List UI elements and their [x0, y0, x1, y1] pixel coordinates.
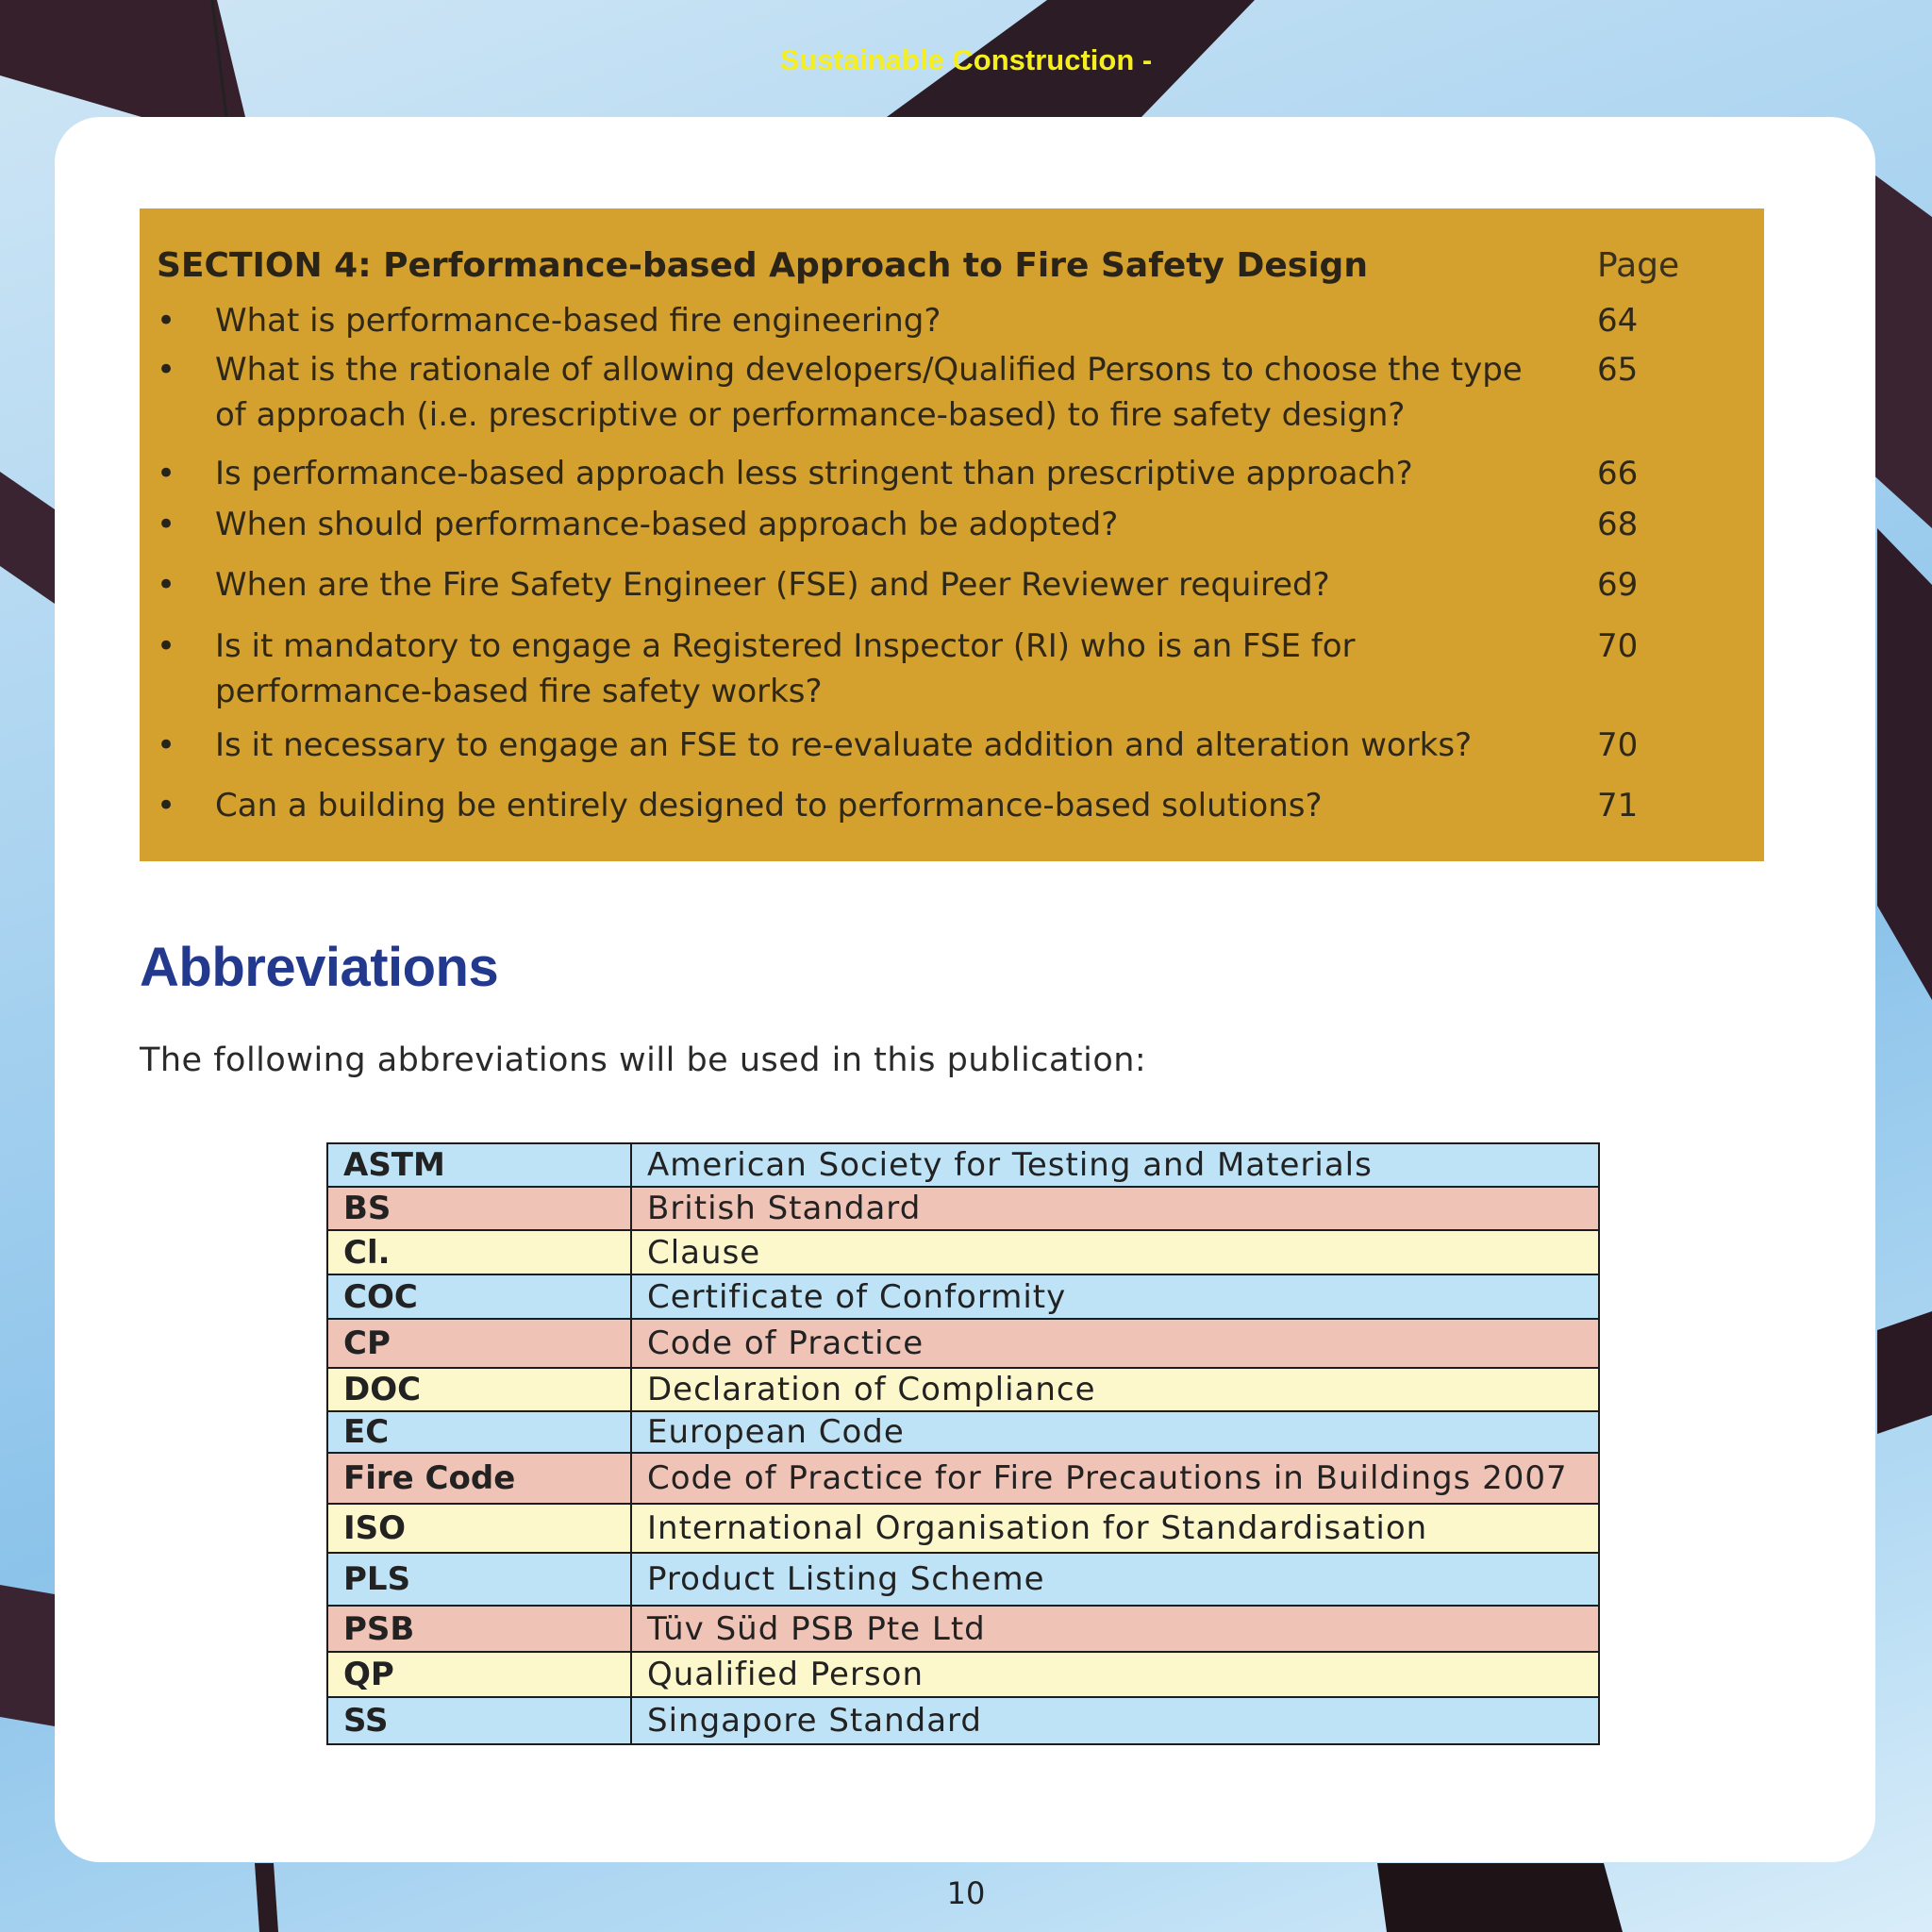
table-row	[327, 1230, 1599, 1274]
abbr-cell: COC	[327, 1274, 631, 1319]
running-header: Sustainable Construction -	[779, 43, 1153, 76]
definition-cell: American Society for Testing and Materials	[631, 1143, 1599, 1187]
definition-cell: Code of Practice for Fire Precautions in Buildings 2007	[631, 1453, 1599, 1504]
toc-item-page: 64	[1597, 302, 1639, 340]
abbreviations-intro: The following abbreviations will be used in this publication:	[140, 1041, 1147, 1079]
abbr-cell: PLS	[327, 1553, 631, 1606]
abbr-cell: BS	[327, 1187, 631, 1230]
definition-cell: Certificate of Conformity	[631, 1274, 1599, 1319]
toc-section-4	[140, 208, 1764, 861]
table-row	[327, 1274, 1599, 1319]
definition-cell: European Code	[631, 1411, 1599, 1453]
toc-item-text: Can a building be entirely designed to performance-based solutions?	[215, 787, 1323, 824]
abbr-cell: EC	[327, 1411, 631, 1453]
definition-cell: Product Listing Scheme	[631, 1553, 1599, 1606]
abbr-cell: Cl.	[327, 1230, 631, 1274]
abbr-cell: PSB	[327, 1606, 631, 1652]
bullet-icon: •	[157, 302, 176, 340]
table-row	[327, 1453, 1599, 1504]
bullet-icon: •	[157, 566, 176, 604]
abbr-cell: QP	[327, 1652, 631, 1697]
toc-item-text: Is it mandatory to engage a Registered Inspector (RI) who is an FSE for performance-based fire safety works?	[215, 627, 1356, 710]
table-row	[327, 1411, 1599, 1453]
toc-item-text: Is performance-based approach less stringent than prescriptive approach?	[215, 455, 1413, 492]
toc-item-text: When are the Fire Safety Engineer (FSE) and Peer Reviewer required?	[215, 566, 1330, 604]
definition-cell: Clause	[631, 1230, 1599, 1274]
definition-cell: Qualified Person	[631, 1652, 1599, 1697]
toc-item-page: 70	[1597, 726, 1639, 764]
definition-cell: Code of Practice	[631, 1319, 1599, 1368]
toc-item-page: 65	[1597, 351, 1639, 389]
toc-item-page: 70	[1597, 627, 1639, 665]
abbr-cell: CP	[327, 1319, 631, 1368]
abbr-cell: ASTM	[327, 1143, 631, 1187]
table-row	[327, 1606, 1599, 1652]
table-row	[327, 1368, 1599, 1411]
bullet-icon: •	[157, 506, 176, 543]
toc-item-text: Is it necessary to engage an FSE to re-evaluate addition and alteration works?	[215, 726, 1473, 764]
table-row	[327, 1319, 1599, 1368]
content-card	[55, 117, 1875, 1862]
toc-item-text: What is the rationale of allowing developers/Qualified Persons to choose the type of approach (i.e. prescriptive or performance-based) to fire safety design?	[215, 351, 1523, 434]
table-row	[327, 1143, 1599, 1187]
table-row	[327, 1697, 1599, 1744]
toc-item-page: 66	[1597, 455, 1639, 492]
definition-cell: Tüv Süd PSB Pte Ltd	[631, 1606, 1599, 1652]
definition-cell: Declaration of Compliance	[631, 1368, 1599, 1411]
toc-page-heading: Page	[1597, 246, 1680, 285]
abbr-cell: ISO	[327, 1504, 631, 1553]
definition-cell: British Standard	[631, 1187, 1599, 1230]
bullet-icon: •	[157, 455, 176, 492]
bullet-icon: •	[157, 627, 176, 665]
definition-cell: Singapore Standard	[631, 1697, 1599, 1744]
toc-section-title: SECTION 4: Performance-based Approach to Fire Safety Design	[157, 246, 1368, 285]
table-row	[327, 1504, 1599, 1553]
abbr-cell: DOC	[327, 1368, 631, 1411]
toc-item-page: 71	[1597, 787, 1639, 824]
abbr-cell: Fire Code	[327, 1453, 631, 1504]
bullet-icon: •	[157, 351, 176, 389]
bullet-icon: •	[157, 726, 176, 764]
toc-item-page: 69	[1597, 566, 1639, 604]
toc-item-text: When should performance-based approach be adopted?	[215, 506, 1119, 543]
toc-item-text: What is performance-based fire engineering?	[215, 302, 941, 340]
definition-cell: International Organisation for Standardisation	[631, 1504, 1599, 1553]
abbr-cell: SS	[327, 1697, 631, 1744]
abbreviations-table	[326, 1142, 1600, 1745]
table-row	[327, 1652, 1599, 1697]
abbreviations-heading: Abbreviations	[140, 937, 499, 998]
bullet-icon: •	[157, 787, 176, 824]
toc-item-page: 68	[1597, 506, 1639, 543]
table-row	[327, 1553, 1599, 1606]
page-number: 10	[946, 1875, 986, 1911]
table-row	[327, 1187, 1599, 1230]
